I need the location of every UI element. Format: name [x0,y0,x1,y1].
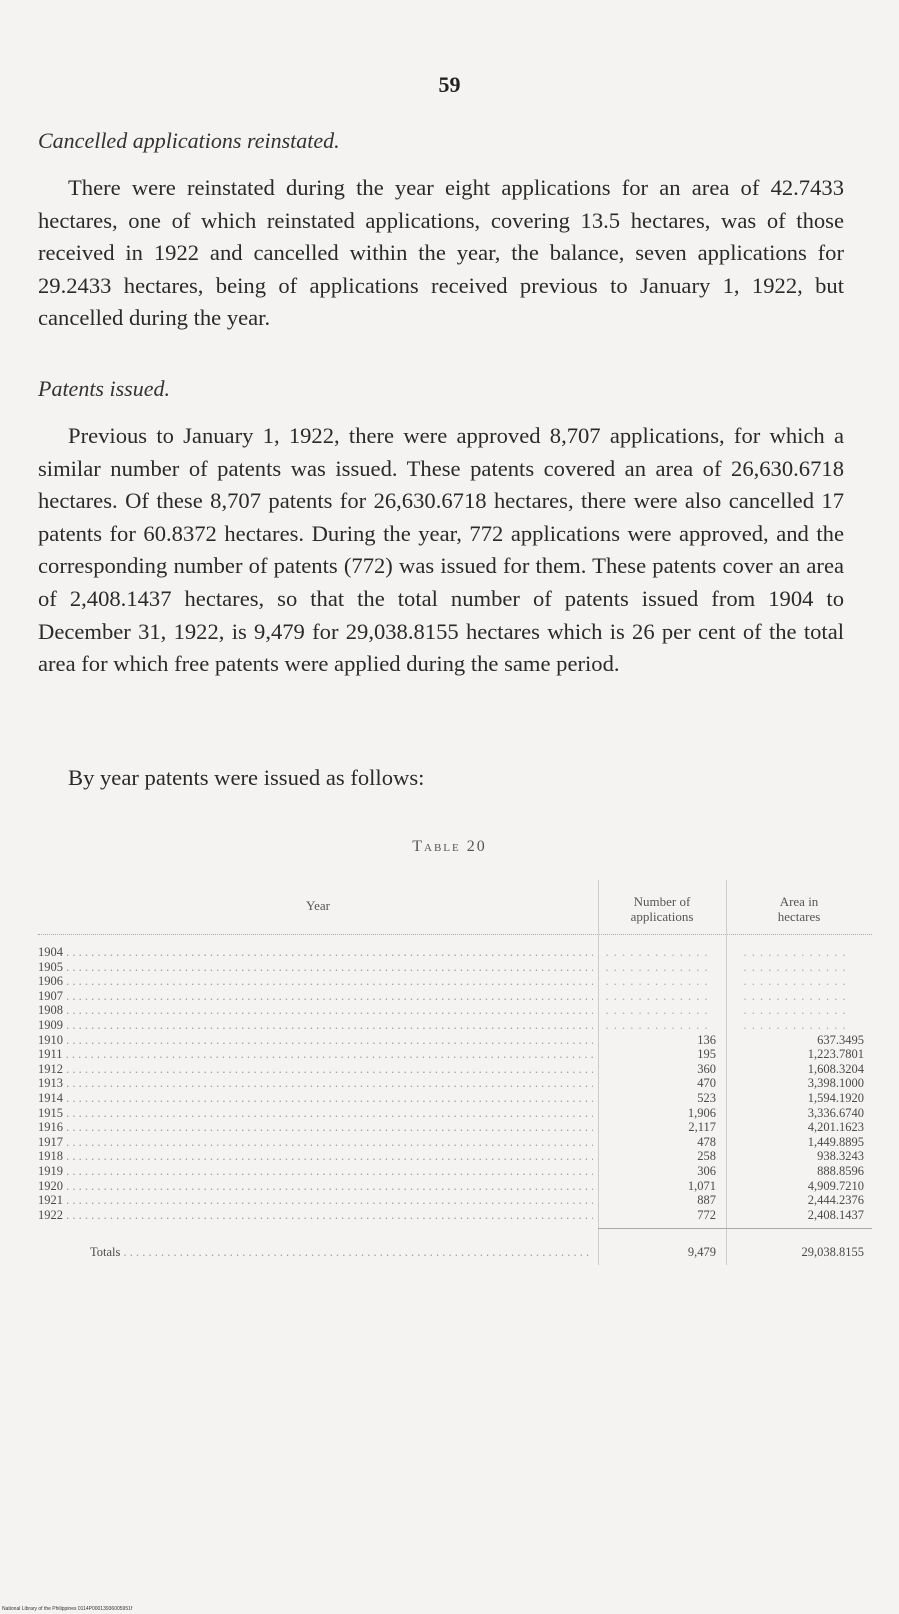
cell-number: 195 [697,1047,716,1062]
cell-year: 1915 . . . [38,1106,593,1121]
cell-year: 1906 . . . [38,974,593,989]
cell-year: 1921 . . . [38,1193,593,1208]
cell-year: 1908 . . . [38,1003,593,1018]
cell-year: 1907 . . . [38,989,593,1004]
cell-year: 1917 . . . [38,1135,593,1150]
cell-number: . . . . . . . . . . . . . [605,1003,709,1018]
cell-number: 258 [697,1149,716,1164]
cell-number: 1,906 [687,1105,716,1120]
table-row [38,1149,872,1164]
cell-area: 3,398.1000 [807,1076,864,1091]
header-number: Number of applications [630,894,694,924]
totals-area: 29,038.8155 [801,1245,864,1260]
paragraph-by-year: By year patents were issued as follows: [68,765,425,790]
patents-table [38,880,872,1265]
cell-number: . . . . . . . . . . . . . [605,988,709,1003]
table-row [38,1193,872,1208]
table-row [38,1120,872,1135]
cell-number: . . . . . . . . . . . . . [605,974,709,989]
cell-area: . . . . . . . . . . . . . [743,974,847,989]
cell-area: . . . . . . . . . . . . . [743,1017,847,1032]
footer-credit: National Library of the Philippines 0114P00013936005951f [2,1606,133,1612]
table-row [38,1164,872,1179]
cell-number: 887 [697,1193,716,1208]
table-row [38,1047,872,1062]
totals-label: Totals . . . [90,1239,593,1265]
cell-area: 637.3495 [817,1032,864,1047]
cell-area: 938.3243 [817,1149,864,1164]
table-row [38,1179,872,1194]
cell-year: 1911 . . . [38,1047,593,1062]
cell-area: 1,594.1920 [807,1090,864,1105]
cell-number: . . . . . . . . . . . . . [605,1017,709,1032]
cell-number: 306 [697,1163,716,1178]
cell-number: 470 [697,1076,716,1091]
cell-area: 2,444.2376 [807,1193,864,1208]
header-year: Year [306,898,330,913]
cell-number: 772 [697,1207,716,1222]
section-heading-cancelled: Cancelled applications reinstated. [38,128,340,153]
table-caption: Table 20 [412,838,487,855]
cell-year: 1916 . . . [38,1120,593,1135]
cell-year: 1913 . . . [38,1076,593,1091]
cell-area: . . . . . . . . . . . . . [743,1003,847,1018]
section-heading-patents: Patents issued. [38,376,170,401]
totals-rule [598,1228,872,1229]
table-row [38,1208,872,1223]
cell-number: . . . . . . . . . . . . . [605,959,709,974]
cell-area: 1,608.3204 [807,1061,864,1076]
table-row [38,1106,872,1121]
cell-year: 1918 . . . [38,1149,593,1164]
table-row [38,945,872,960]
cell-year: 1905 . . . [38,960,593,975]
cell-year: 1919 . . . [38,1164,593,1179]
totals-number: 9,479 [687,1245,716,1260]
cell-number: . . . . . . . . . . . . . [605,945,709,959]
cell-year: 1912 . . . [38,1062,593,1077]
cell-year: 1914 . . . [38,1091,593,1106]
table-row [38,1018,872,1033]
totals-row [38,1239,872,1265]
table-body [38,935,872,1265]
cell-year: 1904 . . . [38,945,593,960]
table-row [38,1091,872,1106]
paragraph-patents: Previous to January 1, 1922, there were approved 8,707 applications, for which a similar number of patents was issued. These patents covered an area of 26,630.6718 hectares. Of these 8,707 patents for 26,630.6718 hectares, there were also cancelled 17 patents for 60.8372 hectares. During the year, 772 applications were approved, and the corresponding number of patents (772) was issued for them. These patents cover an area of 2,408.1437 hectares, so that the total number of patents issued from 1904 to December 31, 1922, is 9,479 for 29,038.8155 hectares which is 26 per cent of the total area for which free patents were applied during the same period. [38,423,844,677]
cell-year: 1920 . . . [38,1179,593,1194]
table-row [38,1003,872,1018]
paragraph-cancelled: There were reinstated during the year eight applications for an area of 42.7433 hectares, one of which reinstated applications, covering 13.5 hectares, was of those received in 1922 and cancelled within the year, the balance, seven applications for 29.2433 hectares, being of applications received previous to January 1, 1922, but cancelled during the year. [38,175,844,331]
cell-number: 523 [697,1090,716,1105]
cell-area: . . . . . . . . . . . . . [743,959,847,974]
cell-area: 1,449.8895 [807,1134,864,1149]
cell-number: 360 [697,1061,716,1076]
table-row [38,1076,872,1091]
cell-area: 1,223.7801 [807,1047,864,1062]
page-number: 59 [438,72,461,97]
header-area: Area in hectares [777,894,821,924]
table-row [38,960,872,975]
table-row [38,1062,872,1077]
table-row [38,989,872,1004]
cell-number: 136 [697,1032,716,1047]
cell-area: 888.8596 [817,1163,864,1178]
cell-area: . . . . . . . . . . . . . [743,988,847,1003]
table-row [38,1033,872,1048]
cell-area: 4,909.7210 [807,1178,864,1193]
table-row [38,1135,872,1150]
table-header [38,880,872,935]
cell-number: 2,117 [688,1120,716,1135]
cell-year: 1922 . . . [38,1208,593,1223]
cell-area: 2,408.1437 [807,1207,864,1222]
cell-number: 478 [697,1134,716,1149]
table-row [38,974,872,989]
cell-number: 1,071 [687,1178,716,1193]
cell-area: 3,336.6740 [807,1105,864,1120]
cell-year: 1909 . . . [38,1018,593,1033]
cell-area: . . . . . . . . . . . . . [743,945,847,959]
cell-year: 1910 . . . [38,1033,593,1048]
cell-area: 4,201.1623 [807,1120,864,1135]
